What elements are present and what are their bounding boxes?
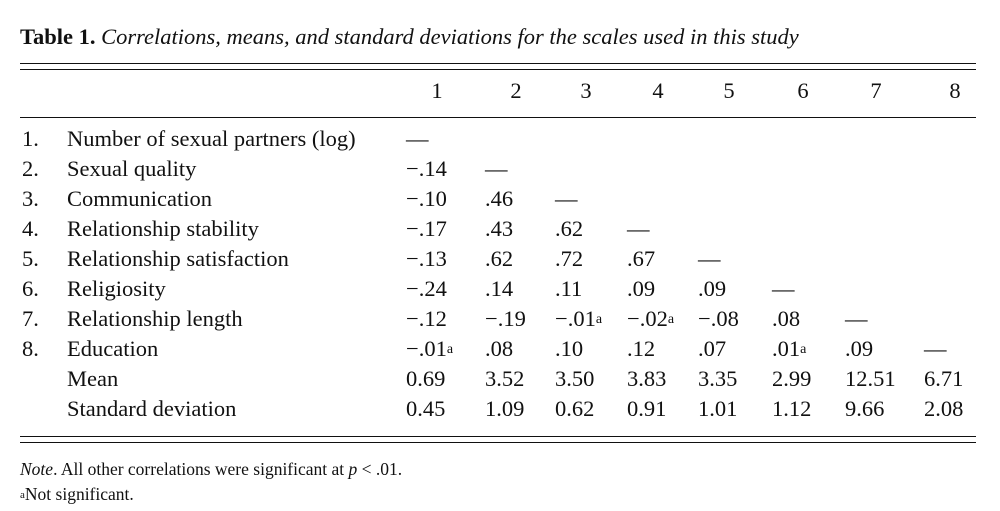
cell-value: — <box>772 276 795 301</box>
column-header-8: 8 <box>949 78 961 103</box>
cell-value: .12 <box>627 336 656 361</box>
table-cell <box>555 366 594 392</box>
row-label: Standard deviation <box>67 396 237 421</box>
cell-value: −.10 <box>406 186 447 211</box>
table-cell <box>406 156 447 182</box>
table-row <box>0 396 1000 426</box>
cell-value: 0.62 <box>555 396 595 421</box>
column-header-6: 6 <box>797 78 809 103</box>
cell-value: −.13 <box>406 246 447 271</box>
cell-value: −.02 <box>627 306 668 331</box>
top-rule-2 <box>20 69 976 70</box>
cell-value: .07 <box>698 336 727 361</box>
table-cell <box>698 336 726 362</box>
table-cell <box>485 396 524 422</box>
note-p: p <box>348 459 358 479</box>
table-cell <box>627 306 674 332</box>
top-rule <box>20 63 976 64</box>
table-cell <box>406 246 447 272</box>
table-cell <box>555 396 594 422</box>
table-cell <box>485 276 513 302</box>
table-cell <box>845 336 873 362</box>
cell-value: 3.35 <box>698 366 738 391</box>
table-cell <box>485 366 524 392</box>
column-header-5: 5 <box>723 78 735 103</box>
table-cell <box>406 366 445 392</box>
row-number: 2. <box>22 156 39 181</box>
cell-value: −.12 <box>406 306 447 331</box>
table-row <box>0 276 1000 306</box>
row-label: Communication <box>67 186 212 211</box>
table-cell <box>485 246 513 272</box>
table-cell <box>845 306 868 332</box>
cell-value: −.01 <box>555 306 596 331</box>
row-label: Relationship length <box>67 306 243 331</box>
table-row <box>0 126 1000 156</box>
cell-value: 2.08 <box>924 396 964 421</box>
table-cell <box>772 336 806 362</box>
table-cell <box>698 276 726 302</box>
cell-value: .01 <box>772 336 801 361</box>
row-number: 6. <box>22 276 39 301</box>
row-label: Relationship satisfaction <box>67 246 289 271</box>
cell-value: — <box>555 186 578 211</box>
row-label: Religiosity <box>67 276 166 301</box>
cell-value: — <box>924 336 947 361</box>
table-cell <box>698 306 739 332</box>
table-cell <box>698 396 737 422</box>
table-row <box>0 186 1000 216</box>
note-text-after: < .01. <box>357 459 403 479</box>
table-cell <box>924 396 963 422</box>
table-cell <box>485 336 513 362</box>
cell-value: 3.52 <box>485 366 525 391</box>
cell-value: — <box>698 246 721 271</box>
table-cell <box>555 306 602 332</box>
cell-footnote-mark: a <box>595 312 603 327</box>
cell-value: 9.66 <box>845 396 885 421</box>
column-header-1: 1 <box>431 78 443 103</box>
cell-value: −.01 <box>406 336 447 361</box>
cell-value: — <box>406 126 429 151</box>
table-cell <box>555 246 583 272</box>
cell-value: 1.09 <box>485 396 525 421</box>
header-rule <box>20 117 976 118</box>
cell-value: 6.71 <box>924 366 964 391</box>
row-label: Number of sexual partners (log) <box>67 126 356 151</box>
table-cell <box>772 306 800 332</box>
footnote <box>20 484 134 505</box>
table-cell <box>698 246 721 272</box>
cell-value: .09 <box>627 276 656 301</box>
cell-footnote-mark: a <box>667 312 675 327</box>
table-title: Correlations, means, and standard deviations for the scales used in this study <box>101 24 799 49</box>
cell-value: 2.99 <box>772 366 812 391</box>
table-row <box>0 216 1000 246</box>
row-number: 8. <box>22 336 39 361</box>
table-cell <box>627 396 666 422</box>
cell-value: .14 <box>485 276 514 301</box>
table-cell <box>555 336 583 362</box>
cell-value: .09 <box>698 276 727 301</box>
cell-value: .11 <box>555 276 583 301</box>
table-cell <box>772 366 811 392</box>
cell-value: −.24 <box>406 276 447 301</box>
table-row <box>0 246 1000 276</box>
cell-value: .72 <box>555 246 584 271</box>
cell-value: −.08 <box>698 306 739 331</box>
table-cell <box>406 186 447 212</box>
table-cell <box>772 276 795 302</box>
cell-value: .43 <box>485 216 514 241</box>
table-cell <box>406 126 429 152</box>
row-number: 1. <box>22 126 39 151</box>
table-cell <box>555 216 583 242</box>
cell-footnote-mark: a <box>800 342 807 357</box>
column-header-4: 4 <box>652 78 664 103</box>
row-number: 7. <box>22 306 39 331</box>
cell-value: .62 <box>555 216 584 241</box>
table-cell <box>485 186 513 212</box>
cell-value: .46 <box>485 186 514 211</box>
cell-value: 1.12 <box>772 396 812 421</box>
cell-value: .62 <box>485 246 514 271</box>
row-label: Education <box>67 336 159 361</box>
note-text-before: . All other correlations were significant at <box>53 459 349 479</box>
bottom-rule <box>20 436 976 437</box>
bottom-rule-2 <box>20 442 976 443</box>
cell-value: — <box>845 306 868 331</box>
cell-footnote-mark: a <box>446 342 454 357</box>
row-number: 3. <box>22 186 39 211</box>
table-caption <box>20 24 799 50</box>
table-row <box>0 306 1000 336</box>
table-row <box>0 366 1000 396</box>
table-cell <box>485 216 513 242</box>
table-cell <box>627 216 650 242</box>
table-cell <box>627 246 655 272</box>
table-cell <box>627 276 655 302</box>
row-number: 5. <box>22 246 39 271</box>
cell-value: 12.51 <box>845 366 896 391</box>
cell-value: 0.69 <box>406 366 446 391</box>
column-header-3: 3 <box>580 78 592 103</box>
row-number: 4. <box>22 216 39 241</box>
table-cell <box>406 276 447 302</box>
row-label: Sexual quality <box>67 156 197 181</box>
cell-value: −.14 <box>406 156 447 181</box>
table-cell <box>924 336 947 362</box>
cell-value: .08 <box>485 336 514 361</box>
note-label: Note <box>20 459 54 479</box>
table-cell <box>924 366 963 392</box>
table-cell <box>406 216 447 242</box>
cell-value: −.19 <box>485 306 526 331</box>
cell-value: 1.01 <box>698 396 738 421</box>
table-cell <box>698 366 737 392</box>
table-cell <box>485 156 508 182</box>
table-cell <box>555 276 582 302</box>
table-cell <box>406 306 447 332</box>
table-cell <box>406 396 445 422</box>
table-cell <box>845 366 896 392</box>
footnote-text: Not significant. <box>24 484 134 504</box>
row-label: Relationship stability <box>67 216 259 241</box>
table-cell <box>406 336 453 362</box>
cell-value: .08 <box>772 306 801 331</box>
table-label: Table 1. <box>20 24 96 49</box>
column-header-7: 7 <box>870 78 882 103</box>
cell-value: −.17 <box>406 216 447 241</box>
table-row <box>0 336 1000 366</box>
table-cell <box>627 366 666 392</box>
cell-value: .67 <box>627 246 656 271</box>
table-cell <box>485 306 526 332</box>
column-header-2: 2 <box>510 78 522 103</box>
table-cell <box>627 336 655 362</box>
cell-value: .09 <box>845 336 874 361</box>
table-cell <box>772 396 811 422</box>
cell-value: 3.50 <box>555 366 595 391</box>
table-note <box>20 459 402 480</box>
table-cell <box>555 186 578 212</box>
cell-value: — <box>627 216 650 241</box>
cell-value: 0.91 <box>627 396 667 421</box>
table-cell <box>845 396 884 422</box>
cell-value: — <box>485 156 508 181</box>
cell-value: .10 <box>555 336 584 361</box>
cell-value: 3.83 <box>627 366 667 391</box>
footnote-mark: a <box>20 489 25 501</box>
table-row <box>0 156 1000 186</box>
row-label: Mean <box>67 366 119 391</box>
cell-value: 0.45 <box>406 396 446 421</box>
